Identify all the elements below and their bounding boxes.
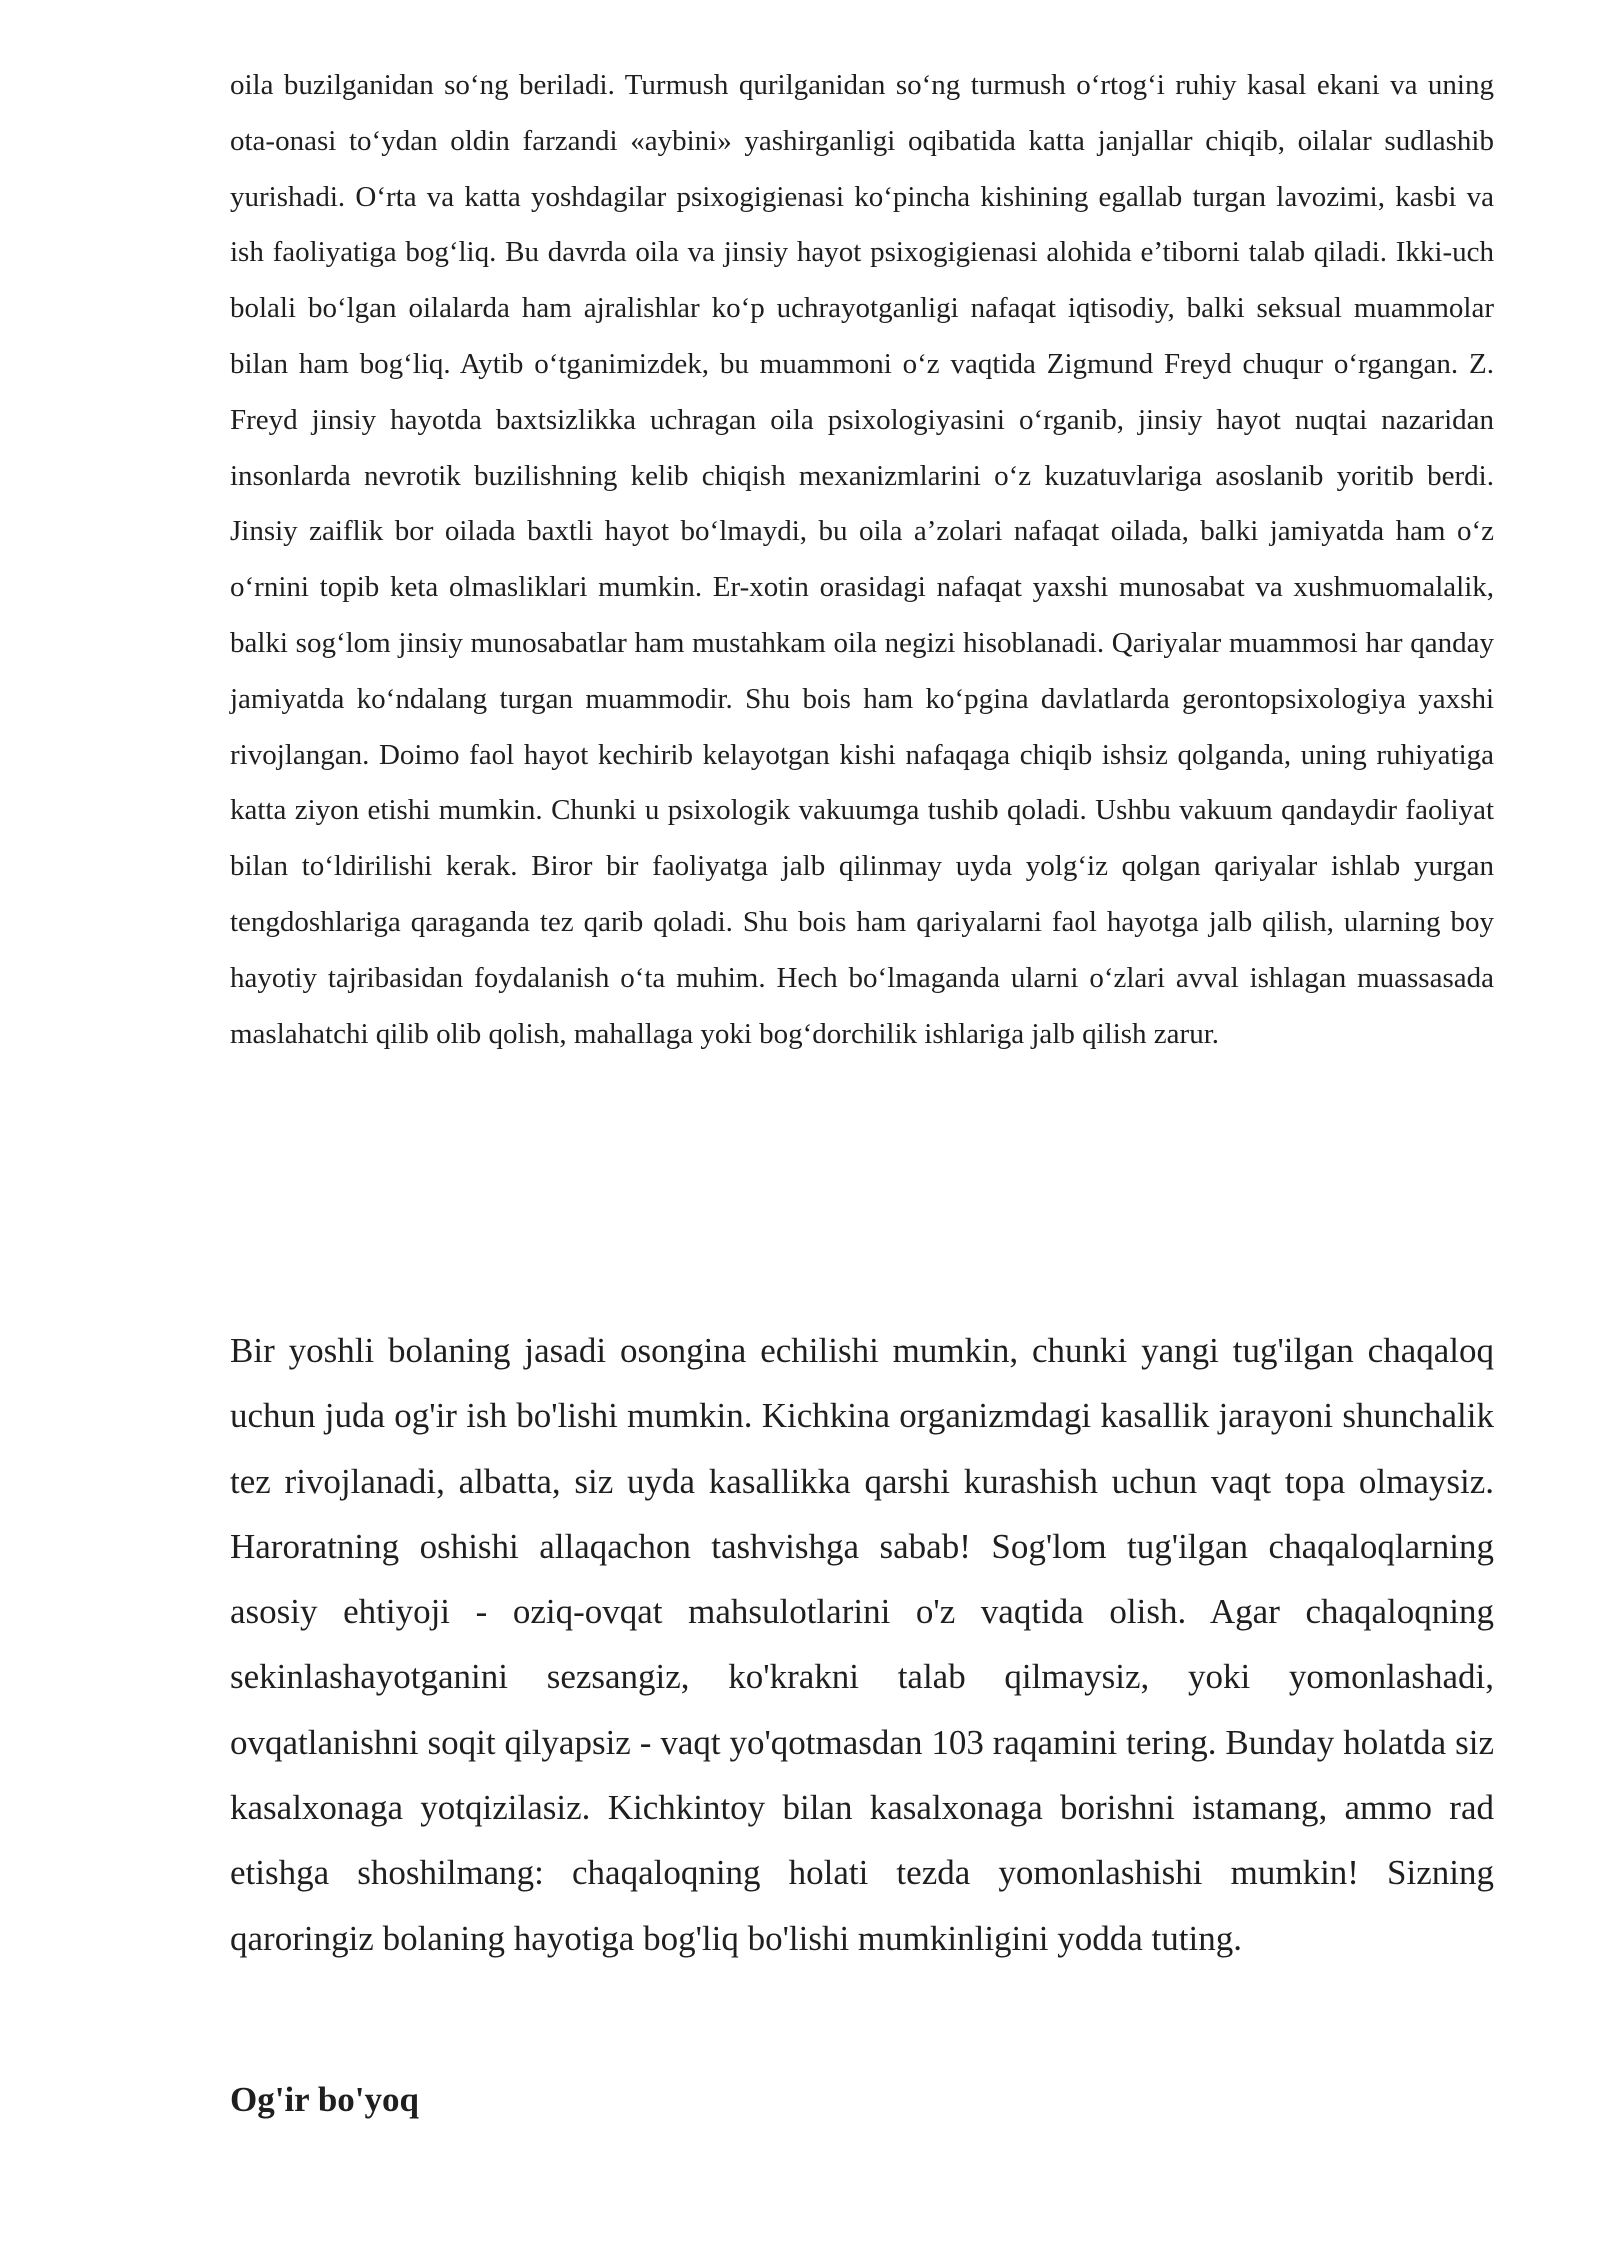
body-paragraph-infant-care: Bir yoshli bolaning jasadi osongina echilishi mumkin, chunki yangi tug'ilgan chaqaloq uchun juda og'ir ish bo'lishi mumkin. Kichkina organizmdagi kasallik jarayoni shunchalik tez rivojlanadi, albatta, siz uyda kasallikka qarshi kurashish uchun vaqt topa olmaysiz. Haroratning oshishi allaqachon tashvishga sabab! Sog'lom tug'ilgan chaqaloqlarning asosiy ehtiyoji - oziq-ovqat mahsulotlarini o'z vaqtida olish. Agar chaqaloqning sekinlashayotganini sezsangiz, ko'krakni talab qilmaysiz, yoki yomonlashadi, ovqatlanishni soqit qilyapsiz - vaqt yo'qotmasdan 103 raqamini tering. Bunday holatda siz kasalxonaga yotqizilasiz. Kichkintoy bilan kasalxonaga borishni istamang, ammo rad etishga shoshilmang: chaqaloqning holati tezda yomonlashishi mumkin! Sizning qaroringiz bolaning hayotiga bog'liq bo'lishi mumkinligini yodda tuting.	[230, 1331, 1494, 1958]
section-heading: Og'ir bo'yoq	[230, 2080, 419, 2119]
body-paragraph-psychohygiene: oila buzilganidan so‘ng beriladi. Turmush qurilganidan so‘ng turmush o‘rtog‘i ruhiy kasal ekani va uning ota-onasi to‘ydan oldin farzandi «aybini» yashirganligi oqibatida katta janjallar chiqib, oilalar sudlashib yurishadi. O‘rta va katta yoshdagilar psixogigienasi ko‘pincha kishining egallab turgan lavozimi, kasbi va ish faoliyatiga bog‘liq. Bu davrda oila va jinsiy hayot psixogigienasi alohida e’tiborni talab qiladi. Ikki-uch bolali bo‘lgan oilalarda ham ajralishlar ko‘p uchrayotganligi nafaqat iqtisodiy, balki seksual muammolar bilan ham bog‘liq. Aytib o‘tganimizdek, bu muammoni o‘z vaqtida Zigmund Freyd chuqur o‘rgangan. Z. Freyd jinsiy hayotda baxtsizlikka uchragan oila psixologiyasini o‘rganib, jinsiy hayot nuqtai nazaridan insonlarda nevrotik buzilishning kelib chiqish mexanizmlarini o‘z kuzatuvlariga asoslanib yoritib berdi. Jinsiy zaiflik bor oilada baxtli hayot bo‘lmaydi, bu oila a’zolari nafaqat oilada, balki jamiyatda ham o‘z o‘rnini topib keta olmasliklari mumkin. Er-xotin orasidagi nafaqat yaxshi munosabat va xushmuomalalik, balki sog‘lom jinsiy munosabatlar ham mustahkam oila negizi hisoblanadi. Qariyalar muammosi har qanday jamiyatda ko‘ndalang turgan muammodir. Shu bois ham ko‘pgina davlatlarda gerontopsixologiya yaxshi rivojlangan. Doimo faol hayot kechirib kelayotgan kishi nafaqaga chiqib ishsiz qolganda, uning ruhiyatiga katta ziyon etishi mumkin. Chunki u psixologik vakuumga tushib qoladi. Ushbu vakuum qandaydir faoliyat bilan to‘ldirilishi kerak. Biror bir faoliyatga jalb qilinmay uyda yolg‘iz qolgan qariyalar ishlab yurgan tengdoshlariga qaraganda tez qarib qoladi. Shu bois ham qariyalarni faol hayotga jalb qilish, ularning boy hayotiy tajribasidan foydalanish o‘ta muhim. Hech bo‘lmaganda ularni o‘zlari avval ishlagan muassasada maslahatchi qilib olib qolish, mahallaga yoki bog‘dorchilik ishlariga jalb qilish zarur.	[230, 69, 1494, 1050]
